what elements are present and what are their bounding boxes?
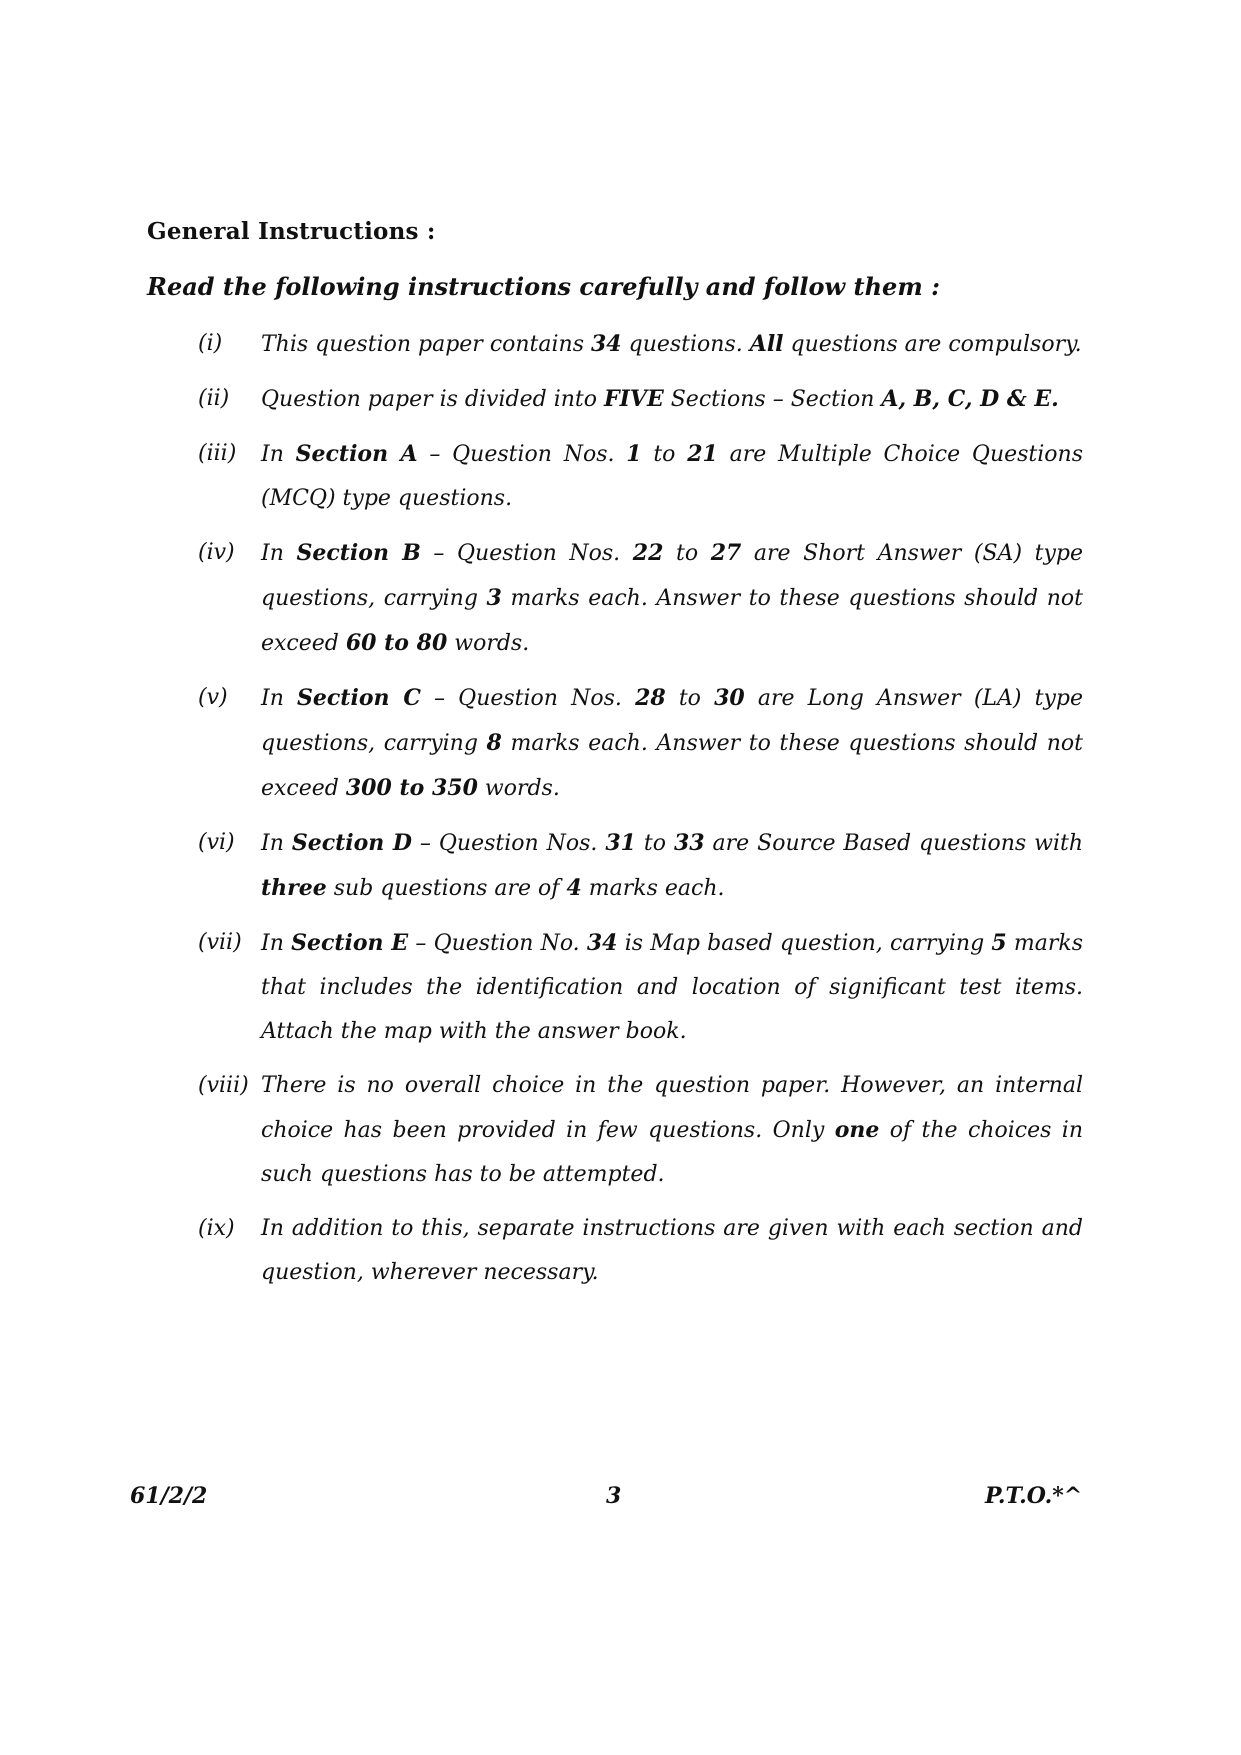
instruction-item <box>198 531 1088 666</box>
instruction-number: (ii) <box>198 386 230 411</box>
instruction-item <box>198 322 1088 367</box>
instruction-number: (iv) <box>198 540 235 565</box>
pto-label: P.T.O.*^ <box>985 1483 1083 1509</box>
instruction-text: In Section D – Question Nos. 31 to 33 are Source Based questions with three sub questions are of 4 marks each. <box>261 830 1084 901</box>
instruction-item <box>198 821 1088 911</box>
instruction-item <box>198 432 1088 521</box>
instruction-text: There is no overall choice in the question paper. However, an internal choice has been provided in few questions. Only one of the choices in such questions has to be attempted. <box>261 1073 1083 1187</box>
instruction-text: This question paper contains 34 questions. All questions are compulsory. <box>261 331 1082 357</box>
instruction-number: (vii) <box>198 930 242 955</box>
instruction-number: (v) <box>198 685 228 710</box>
instruction-number: (vi) <box>198 830 235 855</box>
instruction-item <box>198 1064 1088 1197</box>
instruction-item <box>198 1207 1088 1295</box>
instruction-text: In Section A – Question Nos. 1 to 21 are Multiple Choice Questions (MCQ) type questions. <box>261 441 1084 511</box>
instruction-text: In addition to this, separate instructions are given with each section and question, wherever necessary. <box>261 1216 1083 1285</box>
instruction-number: (ix) <box>198 1216 235 1241</box>
page-number: 3 <box>606 1483 622 1509</box>
instruction-text: In Section E – Question No. 34 is Map based question, carrying 5 marks that includes the identification and location of significant test items. Attach the map with the answer book. <box>261 930 1084 1044</box>
instruction-text: In Section B – Question Nos. 22 to 27 are Short Answer (SA) type questions, carrying 3 marks each. Answer to these questions should not exceed 60 to 80 words. <box>261 540 1084 656</box>
instruction-item <box>198 377 1088 422</box>
paper-code: 61/2/2 <box>130 1483 208 1509</box>
page-subheading: Read the following instructions carefully and follow them : <box>147 272 940 301</box>
instruction-list <box>198 322 1088 1305</box>
instruction-number: (viii) <box>198 1073 249 1098</box>
instruction-item <box>198 676 1088 811</box>
instruction-item <box>198 921 1088 1054</box>
page-heading: General Instructions : <box>147 218 436 245</box>
instruction-text: In Section C – Question Nos. 28 to 30 are Long Answer (LA) type questions, carrying 8 marks each. Answer to these questions should not exceed 300 to 350 words. <box>261 685 1084 801</box>
instruction-text: Question paper is divided into FIVE Sections – Section A, B, C, D & E. <box>261 386 1059 412</box>
instruction-number: (iii) <box>198 441 237 466</box>
instruction-number: (i) <box>198 331 223 356</box>
